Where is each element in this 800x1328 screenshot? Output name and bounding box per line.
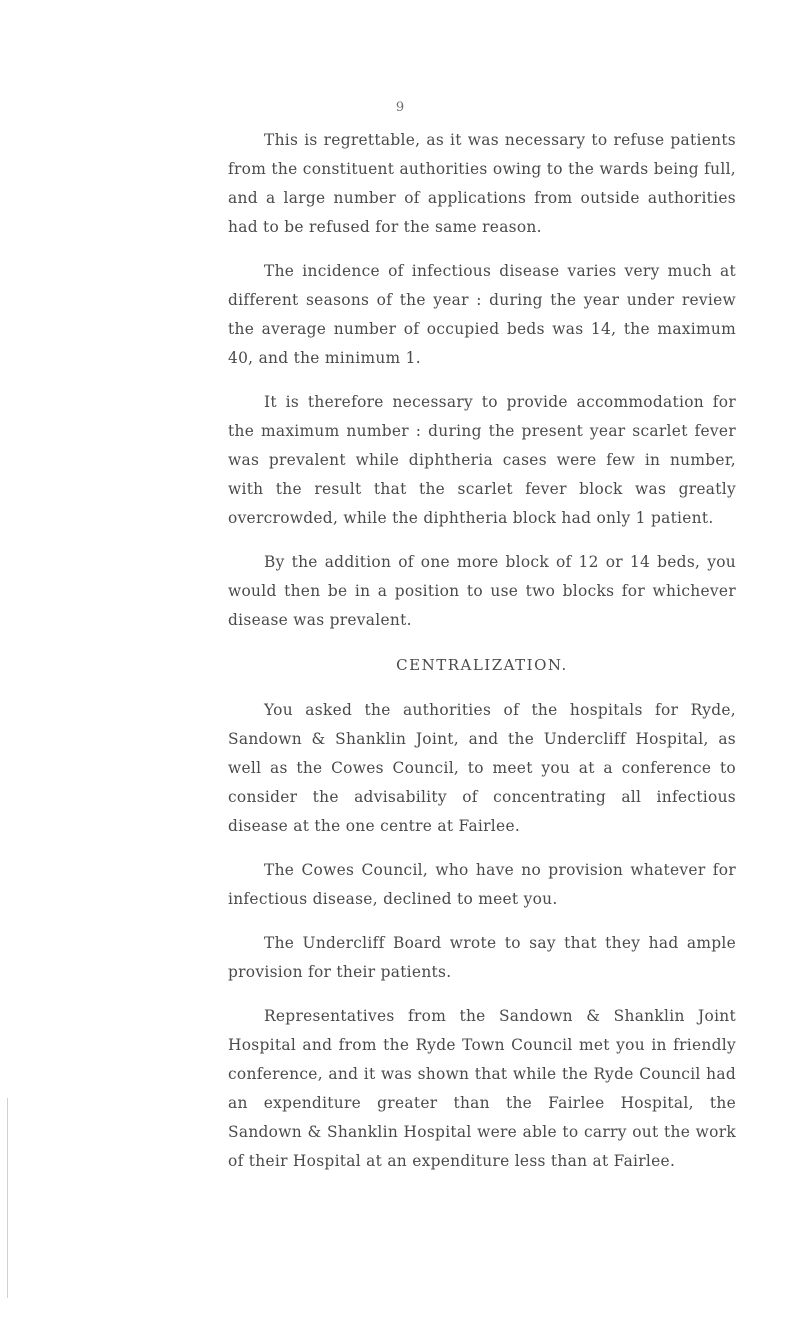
- paragraph-incidence: The incidence of infectious disease varies very much at different seasons of the year : during the year under review the average number of occupied beds was 14, the maximum 40, and the minimum 1.: [228, 262, 736, 367]
- paragraph-undercliff-board: The Undercliff Board wrote to say that they had ample provision for their patients.: [228, 934, 736, 981]
- body-text: [228, 126, 736, 1191]
- section-heading-centralization: CENTRALIZATION.: [396, 656, 568, 674]
- paragraph-refusal: This is regrettable, as it was necessary to refuse patients from the constituent authorities owing to the wards being full, and a large number of applications from outside authorities had to be refused for the same reason.: [228, 131, 736, 236]
- page-number: 9: [395, 100, 405, 115]
- paragraph-conference-request: You asked the authorities of the hospitals for Ryde, Sandown & Shanklin Joint, and the Undercliff Hospital, as well as the Cowes Council, to meet you at a conference to consider the advisability of concentrating all infectious disease at the one centre at Fairlee.: [228, 701, 736, 835]
- paragraph-additional-block: By the addition of one more block of 12 or 14 beds, you would then be in a position to use two blocks for whichever disease was prevalent.: [228, 553, 736, 629]
- paragraph-representatives: Representatives from the Sandown & Shanklin Joint Hospital and from the Ryde Town Council met you in friendly conference, and it was shown that while the Ryde Council had an expenditure greater than the Fairlee Hospital, the Sandown & Shanklin Hospital were able to carry out the work of their Hospital at an expenditure less than at Fairlee.: [228, 1007, 736, 1170]
- paragraph-accommodation: It is therefore necessary to provide accommodation for the maximum number : during the present year scarlet fever was prevalent while diphtheria cases were few in number, with the result that the scarlet fever block was greatly overcrowded, while the diphtheria block had only 1 patient.: [228, 393, 736, 527]
- paragraph-cowes-council: The Cowes Council, who have no provision whatever for infectious disease, declined to meet you.: [228, 861, 736, 908]
- page-edge-line: [7, 1098, 8, 1298]
